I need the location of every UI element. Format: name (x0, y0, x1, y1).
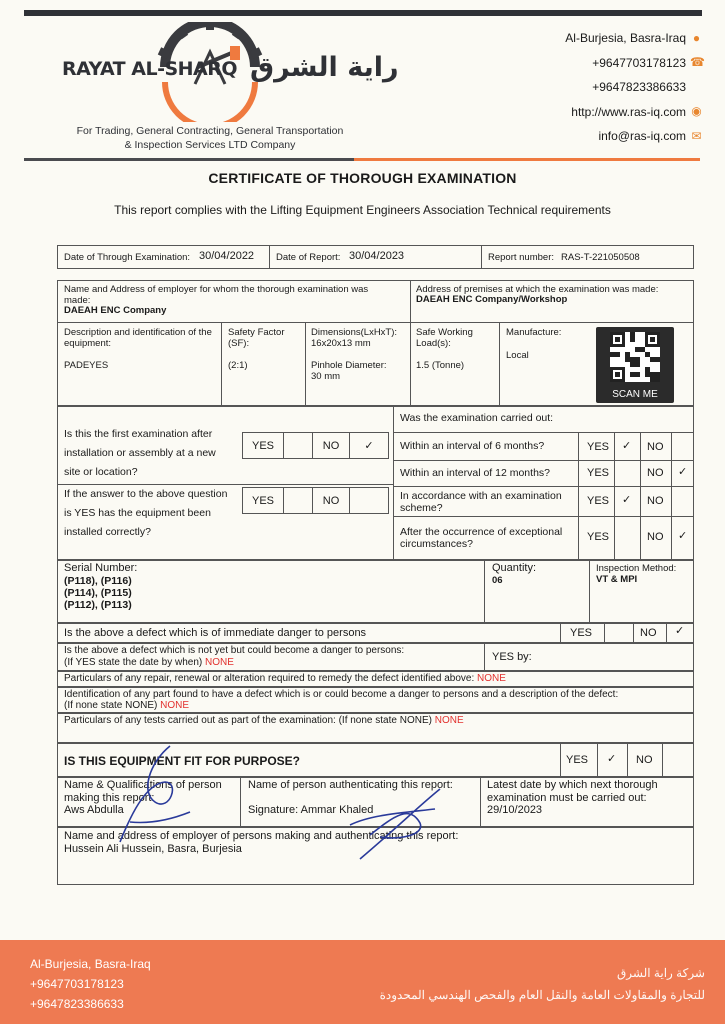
footer (0, 940, 725, 1024)
footer-phone-1: +9647703178123 (30, 977, 124, 991)
employer-persons-label: Name and address of employer of persons making and authenticating this report: (64, 830, 459, 842)
signature-line (248, 804, 373, 817)
defect-immediate-label: Is the above a defect which is of immediate danger to persons (64, 627, 367, 639)
contact-website[interactable] (565, 100, 703, 125)
header-rule-dark (24, 158, 354, 161)
report-number-value: RAS-T-221050508 (561, 252, 640, 263)
q-first-line-2: installation or assembly at a new (64, 447, 216, 459)
divider (410, 280, 411, 322)
exceptional-no[interactable]: NO (647, 531, 664, 543)
serial-line-1: (P118), (P116) (64, 575, 132, 587)
scheme-line-2: scheme? (400, 502, 443, 514)
company-tagline (40, 124, 380, 152)
manufacture-value: Local (506, 350, 529, 361)
scheme-line-1: In accordance with an examination (400, 490, 562, 502)
interval-12-no-check[interactable]: ✓ (678, 466, 688, 478)
defect-future-note: (If YES state the date by when) (64, 657, 203, 668)
divider (393, 460, 694, 461)
divider (662, 743, 663, 777)
qr-label: SCAN ME (612, 389, 658, 400)
interval-6-no[interactable]: NO (647, 441, 664, 453)
qr-pattern (610, 332, 660, 382)
divider (305, 322, 306, 406)
repair-none: NONE (477, 673, 506, 684)
manufacture-label: Manufacture: (506, 327, 562, 338)
identification-none: NONE (160, 700, 190, 711)
q-first-line-1: Is this the first examination after (64, 428, 213, 440)
email-link[interactable]: info@ras-iq.com (598, 129, 686, 144)
qr-code[interactable] (596, 327, 674, 403)
q-install-line-1: If the answer to the above question (64, 488, 228, 500)
identification-note: (If none state NONE) (64, 700, 158, 711)
signature-name: Ammar Khaled (300, 804, 374, 816)
quantity-value: 06 (492, 575, 503, 586)
tests-label: Particulars of any tests carried out as part of the examination: (If none state NONE) (64, 715, 432, 726)
divider (560, 623, 561, 643)
divider (640, 432, 641, 560)
first-exam-yes-check[interactable] (283, 432, 313, 459)
dimensions-value: 16x20x13 mm (311, 338, 371, 349)
installed-no-check[interactable] (349, 487, 389, 514)
certificate-subtitle: This report complies with the Lifting Equipment Engineers Association Technical requirements (114, 203, 611, 217)
mail-icon: ✉ (691, 128, 702, 143)
interval-6-yes[interactable]: YES (587, 441, 610, 453)
fit-yes[interactable]: YES (566, 754, 589, 766)
swl-value: 1.5 (Tonne) (416, 360, 465, 371)
swl-label: Safe Working Load(s): (416, 327, 473, 349)
defect-future-none: NONE (205, 657, 234, 668)
footer-arabic-line-2: للتجارة والمقاولات العامة والنقل العام والفحص الهندسي المحدودة (379, 988, 705, 1002)
pinhole-label: Pinhole Diameter: (311, 360, 387, 371)
qualifications-label-2: making this report: (64, 792, 155, 804)
divider (633, 623, 634, 643)
premises-value: DAEAH ENC Company/Workshop (416, 294, 568, 305)
divider (269, 245, 270, 269)
divider (393, 486, 694, 487)
q-install-line-3: installed correctly? (64, 526, 151, 538)
dimensions-label: Dimensions(LxHxT): (311, 327, 398, 338)
qr-icon (610, 332, 660, 382)
divider (597, 743, 598, 777)
interval-12-yes[interactable]: YES (587, 467, 610, 479)
company-name-en: RAYAT AL-SHARQ (62, 58, 238, 80)
installed-no[interactable]: NO (312, 487, 350, 514)
scheme-yes[interactable]: YES (587, 495, 610, 507)
qualifications-label-1: Name & Qualifications of person (64, 779, 222, 791)
yes-by-label: YES by: (492, 651, 532, 663)
interval-12-no[interactable]: NO (647, 467, 664, 479)
footer-address: Al-Burjesia, Basra-Iraq (30, 957, 151, 971)
tagline-line-1: For Trading, General Contracting, General Transportation (76, 125, 344, 137)
safety-factor-label: Safety Factor (SF): (228, 327, 285, 349)
divider (484, 643, 485, 671)
exceptional-yes[interactable]: YES (587, 531, 610, 543)
footer-arabic (380, 962, 705, 1006)
report-number-label: Report number: (488, 252, 555, 263)
divider (671, 432, 672, 560)
next-exam-date: 29/10/2023 (487, 804, 543, 816)
interval-12-label: Within an interval of 12 months? (400, 467, 550, 479)
exceptional-no-check[interactable]: ✓ (678, 530, 688, 542)
scheme-no[interactable]: NO (647, 495, 664, 507)
repair-line (64, 673, 506, 684)
inspection-method-label: Inspection Method: (596, 563, 677, 574)
fit-yes-check[interactable]: ✓ (607, 753, 617, 765)
serial-label: Serial Number: (64, 562, 138, 574)
divider (480, 777, 481, 827)
divider (240, 777, 241, 827)
contact-address (565, 26, 703, 51)
employer-persons-value: Hussein Ali Hussein, Basra, Burjesia (64, 843, 242, 855)
divider (57, 322, 694, 323)
safety-factor-value: (2:1) (228, 360, 248, 371)
divider (410, 322, 411, 406)
identification-line-2 (64, 700, 189, 711)
blank-icon (690, 81, 703, 94)
report-date-label: Date of Report: (276, 252, 341, 263)
defect-future-line-1: Is the above a defect which is not yet but could become a danger to persons: (64, 645, 405, 656)
top-bar (24, 10, 702, 16)
tests-none: NONE (434, 715, 464, 726)
first-exam-yes[interactable]: YES (242, 432, 284, 459)
contact-phone-1 (565, 51, 703, 76)
defect-immediate-yes[interactable]: YES (570, 627, 593, 639)
divider (499, 322, 500, 406)
divider (221, 322, 222, 406)
contact-email[interactable] (565, 124, 703, 149)
first-exam-no[interactable]: NO (312, 432, 350, 459)
exam-date-label: Date of Through Examination: (64, 252, 191, 263)
divider (604, 623, 605, 643)
certificate-title: CERTIFICATE OF THOROUGH EXAMINATION (208, 170, 517, 186)
exceptional-line-2: circumstances? (400, 538, 473, 550)
installed-yes[interactable]: YES (242, 487, 284, 514)
signature-label: Signature: (248, 804, 299, 816)
was-carried-label: Was the examination carried out: (400, 412, 554, 424)
defect-immediate-no-check[interactable]: ✓ (675, 625, 685, 637)
divider (393, 516, 694, 517)
inspection-method-value: VT & MPI (596, 574, 638, 585)
header-rule-orange (354, 158, 700, 161)
contact-block (565, 26, 703, 149)
divider (627, 743, 628, 777)
premises-label: Address of premises at which the examination was made: (416, 284, 659, 295)
scheme-label (400, 490, 562, 514)
q-first-line-3: site or location? (64, 466, 138, 478)
employer-value: DAEAH ENC Company (64, 305, 167, 316)
company-name-ar: راية الشرق (250, 52, 399, 83)
defect-future-line-2 (64, 657, 234, 668)
fit-no[interactable]: NO (636, 754, 653, 766)
pinhole-value: 30 mm (311, 371, 341, 382)
report-date-value: 30/04/2023 (349, 250, 405, 262)
equipment-label: Description and identification of the equipment: (64, 327, 212, 349)
divider (614, 432, 615, 560)
next-exam-label-2: examination must be carried out: (487, 792, 647, 804)
exceptional-line-1: After the occurrence of exceptional (400, 526, 563, 538)
qualifications-name: Aws Abdulla (64, 804, 124, 816)
globe-icon: ◉ (691, 104, 702, 119)
footer-contact (30, 954, 151, 1014)
equipment-value: PADEYES (64, 360, 109, 371)
contact-phone-2-text: +9647823386633 (592, 80, 686, 95)
first-exam-no-check[interactable]: ✓ (349, 432, 389, 459)
authenticating-label: Name of person authenticating this report: (248, 779, 453, 791)
location-icon: ● (692, 30, 701, 45)
exam-date-value: 30/04/2022 (199, 250, 255, 262)
footer-phone-2: +9647823386633 (30, 997, 124, 1011)
phone-icon: ☎ (690, 55, 705, 70)
interval-6-label: Within an interval of 6 months? (400, 440, 545, 452)
serial-line-3: (P112), (P113) (64, 599, 132, 611)
installed-yes-check[interactable] (283, 487, 313, 514)
employer-label: Name and Address of employer for whom the thorough examination was made: (64, 284, 369, 306)
defect-immediate-no[interactable]: NO (640, 627, 657, 639)
divider (393, 432, 694, 433)
divider (560, 743, 561, 777)
q-install-line-2: is YES has the equipment been (64, 507, 211, 519)
fit-for-purpose-label: IS THIS EQUIPMENT FIT FOR PURPOSE? (64, 754, 301, 768)
divider (393, 406, 394, 560)
footer-arabic-line-1: شركة راية الشرق (616, 966, 705, 980)
divider (481, 245, 482, 269)
scheme-yes-check[interactable]: ✓ (622, 494, 632, 506)
contact-address-text: Al-Burjesia, Basra-Iraq (565, 31, 686, 46)
divider (666, 623, 667, 643)
tagline-line-2: & Inspection Services LTD Company (124, 139, 296, 151)
contact-phone-2 (565, 75, 703, 100)
website-link[interactable]: http://www.ras-iq.com (571, 104, 686, 119)
next-exam-label-1: Latest date by which next thorough (487, 779, 658, 791)
exceptional-label (400, 526, 562, 550)
interval-6-yes-check[interactable]: ✓ (622, 440, 632, 452)
divider (589, 560, 590, 623)
repair-label: Particulars of any repair, renewal or alteration required to remedy the defect identified above: (64, 673, 475, 684)
tests-line (64, 715, 464, 726)
divider (484, 560, 485, 623)
divider (578, 432, 579, 560)
identification-line-1: Identification of any part found to have a defect which is or could become a danger to persons and a description of the defect: (64, 689, 619, 700)
contact-phone-1-text: +9647703178123 (592, 55, 686, 70)
serial-line-2: (P114), (P115) (64, 587, 132, 599)
quantity-label: Quantity: (492, 562, 537, 574)
